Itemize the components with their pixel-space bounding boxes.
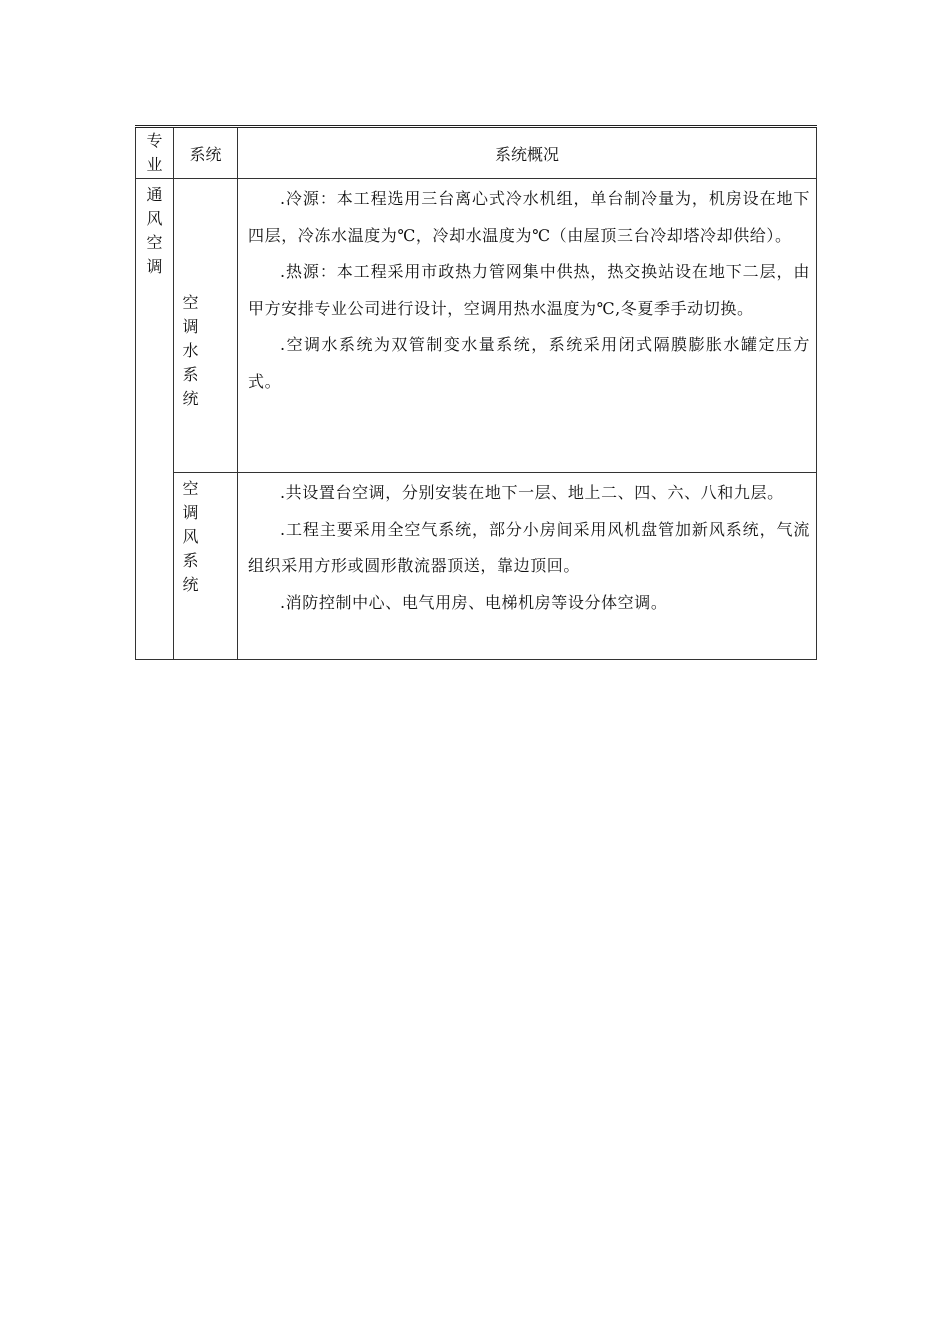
header-major (136, 127, 174, 179)
header-major-label: 专业 (146, 131, 163, 174)
overview-paragraph: .工程主要采用全空气系统，部分小房间采用风机盘管加新风系统，气流组织采用方形或圆形散流器顶送，靠边顶回。 (248, 519, 810, 575)
overview-paragraph: .冷源：本工程选用三台离心式冷水机组，单台制冷量为，机房设在地下四层，冷冻水温度为℃，冷却水温度为℃（由屋顶三台冷却塔冷却供给）。 (248, 189, 810, 245)
overview-paragraph: .消防控制中心、电气用房、电梯机房等设分体空调。 (280, 592, 668, 612)
system-cell-air (174, 473, 238, 660)
system-overview-table (135, 125, 817, 660)
overview-cell-air (238, 473, 817, 660)
system-name: 空调水系统 (182, 293, 212, 408)
major-cell (136, 179, 174, 660)
overview-paragraph: .热源：本工程采用市政热力管网集中供热，热交换站设在地下二层，由甲方安排专业公司进行设计，空调用热水温度为℃,冬夏季手动切换。 (248, 262, 810, 318)
system-cell-water (174, 179, 238, 473)
system-name: 空调风系统 (182, 479, 212, 594)
header-overview: 系统概况 (238, 127, 817, 179)
table-row (136, 179, 817, 473)
major-label: 通风空调 (146, 185, 163, 276)
overview-paragraph: .空调水系统为双管制变水量系统，系统采用闭式隔膜膨胀水罐定压方式。 (248, 335, 810, 391)
table-header-row (136, 127, 817, 179)
overview-paragraph: .共设置台空调，分别安装在地下一层、地上二、四、六、八和九层。 (280, 483, 784, 502)
table-row (136, 473, 817, 660)
header-system: 系统 (174, 127, 238, 179)
overview-cell-water (238, 179, 817, 473)
